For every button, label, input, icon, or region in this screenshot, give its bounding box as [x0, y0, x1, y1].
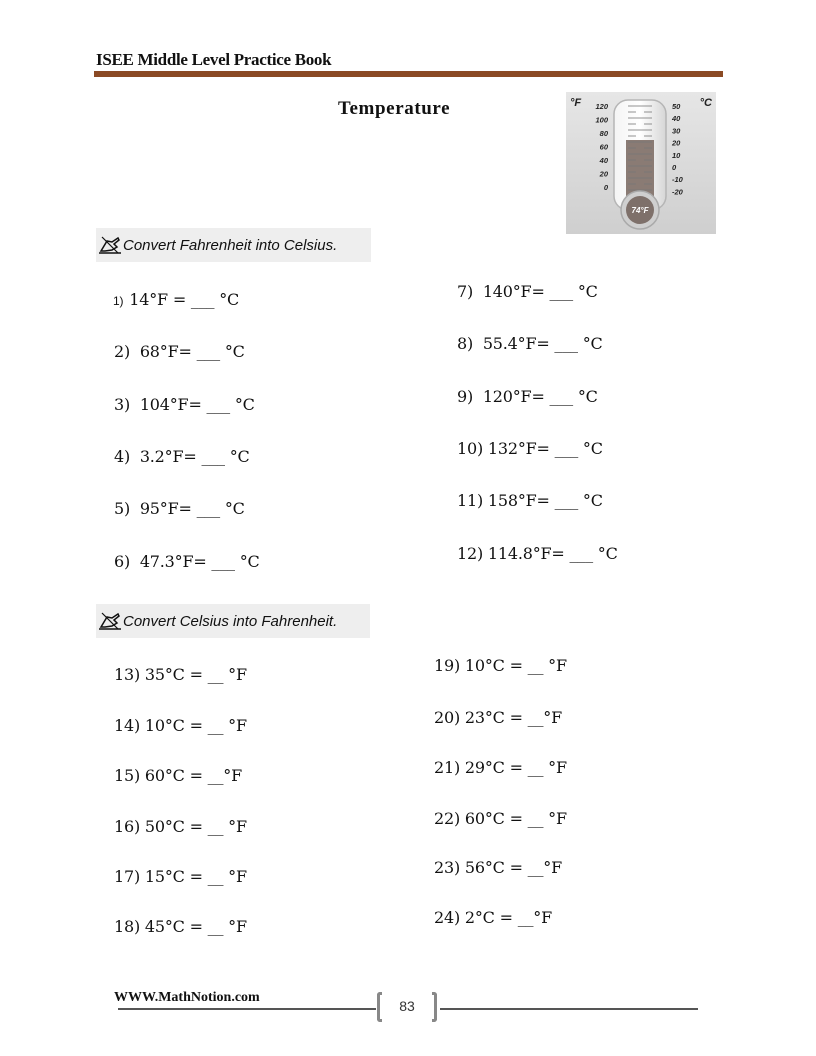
problem-number: 5) — [114, 499, 131, 518]
problem-number: 10) — [457, 439, 484, 458]
page-number-bracket-right — [432, 992, 437, 1022]
page-title: Temperature — [338, 98, 451, 119]
problem-text: 56°C = __°F — [464, 858, 562, 877]
problem-number: 18) — [114, 917, 141, 936]
problem-item — [114, 447, 250, 466]
problem-item — [434, 809, 567, 828]
problem-number: 21) — [434, 758, 461, 777]
section-instruction: Convert Celsius into Fahrenheit. — [123, 612, 338, 630]
problem-text: 14°F = ___ °C — [129, 290, 240, 309]
problem-number: 6) — [114, 552, 131, 571]
problem-number: 2) — [114, 342, 131, 361]
problem-number: 3) — [114, 395, 131, 414]
problem-number: 14) — [114, 716, 141, 735]
problem-number: 4) — [114, 447, 131, 466]
problem-text: 23°C = __°F — [464, 708, 562, 727]
fahrenheit-tick-label: 20 — [599, 169, 608, 179]
problem-text: 120°F= ___ °C — [482, 387, 598, 406]
problem-number: 22) — [434, 809, 461, 828]
fahrenheit-tick-label: 80 — [599, 129, 608, 138]
writing-hand-icon — [98, 235, 122, 255]
section-banner-celsius-to-fahrenheit — [96, 604, 370, 638]
fahrenheit-tick-label: 60 — [599, 142, 608, 152]
problem-item — [114, 817, 247, 836]
problem-text: 68°F= ___ °C — [139, 342, 245, 361]
problem-number: 16) — [114, 817, 141, 836]
problem-number: 15) — [114, 766, 141, 785]
footer-divider-right — [440, 1008, 698, 1010]
fahrenheit-tick-label: 0 — [603, 183, 608, 192]
problem-item — [434, 656, 567, 675]
thermometer-icon — [566, 92, 716, 234]
footer-website: WWW.MathNotion.com — [114, 990, 260, 1005]
problem-item — [114, 342, 245, 361]
problem-number: 12) — [457, 544, 484, 563]
thermometer-reading: 74°F — [631, 206, 649, 215]
header-divider — [94, 71, 723, 77]
problem-item — [114, 716, 247, 735]
fahrenheit-tick-label: 40 — [599, 156, 608, 165]
problem-item — [113, 290, 239, 309]
section-banner-fahrenheit-to-celsius — [96, 228, 371, 262]
section-instruction: Convert Fahrenheit into Celsius. — [123, 236, 338, 254]
celsius-tick-label: -10 — [672, 175, 683, 185]
celsius-tick-label: 30 — [672, 126, 681, 136]
problem-number: 8) — [457, 334, 474, 353]
fahrenheit-tick-label: 120 — [595, 102, 608, 111]
problem-text: 60°C = __°F — [144, 766, 242, 785]
footer-divider-left — [118, 1008, 376, 1010]
celsius-tick-label: -20 — [672, 187, 683, 197]
problem-text: 15°C = __ °F — [144, 867, 247, 886]
celsius-tick-label: 40 — [672, 114, 681, 124]
problem-number: 19) — [434, 656, 461, 675]
problem-number: 11) — [457, 491, 484, 510]
book-title: ISEE Middle Level Practice Book — [96, 50, 332, 69]
problem-number: 23) — [434, 858, 461, 877]
problem-item — [434, 758, 567, 777]
problem-item — [114, 867, 247, 886]
problem-text: 47.3°F= ___ °C — [139, 552, 260, 571]
problem-item — [457, 387, 598, 406]
problem-number: 17) — [114, 867, 141, 886]
fahrenheit-tick-label: 100 — [595, 115, 608, 125]
celsius-tick-label: 20 — [672, 138, 681, 148]
problem-item — [457, 544, 618, 563]
celsius-unit-label: °C — [699, 97, 712, 109]
problem-text: 45°C = __ °F — [144, 917, 247, 936]
problem-number: 13) — [114, 665, 141, 684]
problem-text: 104°F= ___ °C — [139, 395, 255, 414]
problem-text: 55.4°F= ___ °C — [482, 334, 603, 353]
problem-text: 114.8°F= ___ °C — [487, 544, 618, 563]
thermometer-illustration — [566, 92, 716, 234]
problem-item — [114, 917, 247, 936]
problem-text: 95°F= ___ °C — [139, 499, 245, 518]
writing-hand-icon — [98, 611, 122, 631]
problem-text: 29°C = __ °F — [464, 758, 567, 777]
problem-item — [434, 708, 562, 727]
problem-item — [434, 908, 552, 927]
problem-number: 9) — [457, 387, 474, 406]
problem-text: 140°F= ___ °C — [482, 282, 598, 301]
problem-text: 35°C = __ °F — [144, 665, 247, 684]
celsius-tick-label: 50 — [672, 102, 681, 111]
problem-item — [434, 858, 562, 877]
problem-text: 60°C = __ °F — [464, 809, 567, 828]
celsius-tick-label: 10 — [672, 150, 681, 160]
problem-item — [114, 499, 245, 518]
problem-text: 2°C = __°F — [464, 908, 553, 927]
problem-item — [457, 282, 598, 301]
problem-text: 10°C = __ °F — [144, 716, 247, 735]
page-number: 83 — [399, 998, 415, 1014]
problem-text: 50°C = __ °F — [144, 817, 247, 836]
problem-text: 10°C = __ °F — [464, 656, 567, 675]
problem-item — [114, 665, 247, 684]
fahrenheit-unit-label: °F — [570, 97, 582, 109]
problem-text: 158°F= ___ °C — [487, 491, 603, 510]
problem-text: 3.2°F= ___ °C — [139, 447, 250, 466]
problem-number: 20) — [434, 708, 461, 727]
problem-number: 7) — [457, 282, 474, 301]
problem-item — [457, 334, 603, 353]
problem-number: 1) — [113, 294, 124, 308]
problem-item — [457, 439, 603, 458]
problem-item — [114, 552, 260, 571]
problem-item — [114, 395, 255, 414]
celsius-tick-label: 0 — [672, 163, 677, 172]
problem-item — [114, 766, 242, 785]
problem-text: 132°F= ___ °C — [487, 439, 603, 458]
problem-number: 24) — [434, 908, 461, 927]
problem-item — [457, 491, 603, 510]
